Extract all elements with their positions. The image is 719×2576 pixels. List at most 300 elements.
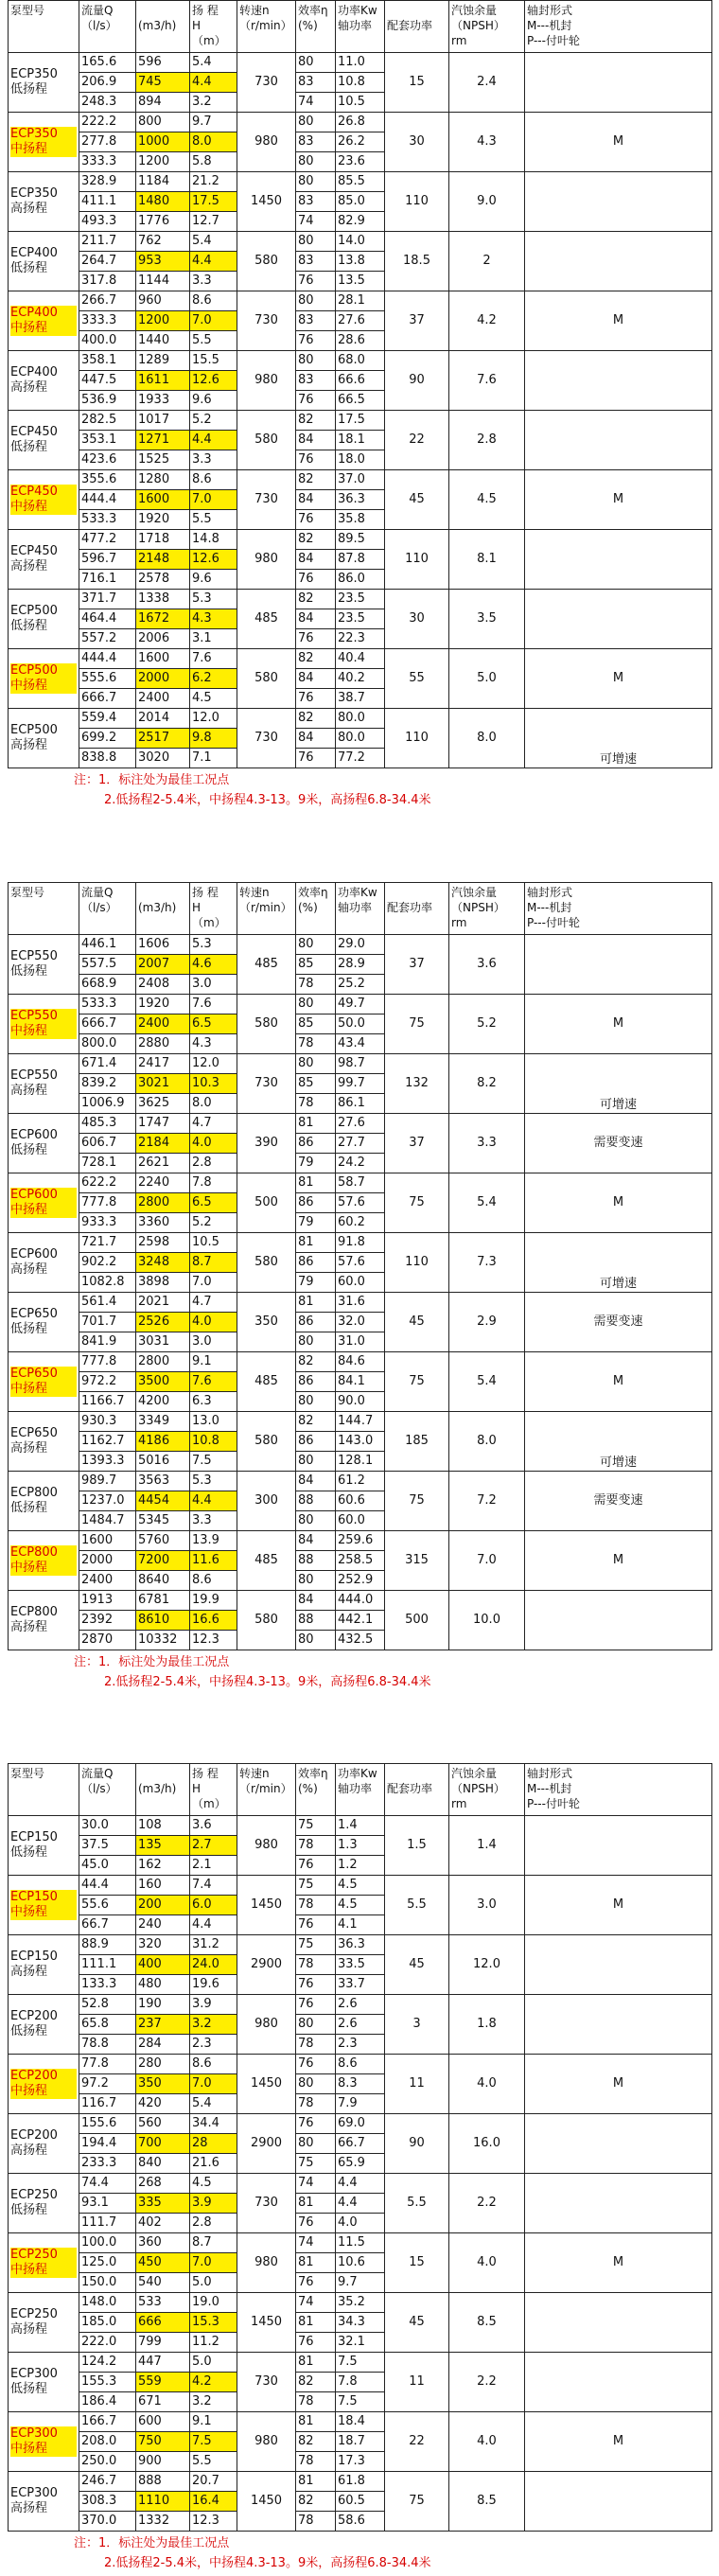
header-seal [525,883,712,935]
model-name: ECP500 [10,663,77,679]
npsh-cell: 2.9 [449,1293,525,1352]
efficiency-cell: 86 [296,1193,336,1213]
head-cell: 5.2 [190,1213,237,1233]
npsh-cell: 3.0 [449,1876,525,1935]
seal-cell: M [525,995,712,1054]
head-cell: 14.8 [190,530,237,550]
head-cell: 4.5 [190,689,237,709]
efficiency-cell: 76 [296,2214,336,2233]
motor-power-cell: 132 [385,1054,449,1114]
model-name: 低扬程 [10,1845,48,1860]
flow-ls-cell: 800.0 [79,1034,136,1054]
flow-ls-cell: 1484.7 [79,1511,136,1531]
model-cell [9,2114,79,2174]
efficiency-cell: 81 [296,2313,336,2333]
shaft-power-cell: 60.6 [336,1491,385,1511]
efficiency-cell: 84 [296,1531,336,1551]
shaft-power-cell: 4.1 [336,1915,385,1935]
npsh-cell: 2.2 [449,2353,525,2412]
flow-m3h-cell: 799 [136,2333,190,2353]
efficiency-cell: 82 [296,1352,336,1372]
flow-m3h-cell: 745 [136,73,190,93]
efficiency-cell: 78 [296,2392,336,2412]
shaft-power-cell: 252.9 [336,1571,385,1591]
motor-power-cell: 110 [385,1233,449,1293]
efficiency-cell: 86 [296,1432,336,1452]
efficiency-cell: 76 [296,272,336,291]
model-name: 低扬程 [10,2382,48,2396]
model-name: ECP350 [10,186,58,201]
shaft-power-cell: 38.7 [336,689,385,709]
head-cell: 8.6 [190,470,237,490]
npsh-cell: 8.2 [449,1054,525,1114]
header-head-unit: （m） [192,916,226,929]
shaft-power-cell: 66.5 [336,391,385,411]
flow-m3h-cell: 2880 [136,1034,190,1054]
model-cell [9,470,79,530]
head-cell: 12.6 [190,371,237,391]
header-head [190,1,237,53]
speed-cell: 485 [237,590,296,649]
speed-cell: 980 [237,530,296,590]
shaft-power-cell: 27.7 [336,1134,385,1154]
shaft-power-cell: 7.9 [336,2094,385,2114]
shaft-power-cell: 17.3 [336,2452,385,2472]
head-cell: 12.3 [190,2512,237,2532]
flow-ls-cell: 52.8 [79,1995,136,2015]
shaft-power-cell: 50.0 [336,1015,385,1034]
flow-ls-cell: 266.7 [79,291,136,311]
npsh-cell: 4.2 [449,291,525,351]
head-cell: 7.0 [190,490,237,510]
head-cell: 4.0 [190,1134,237,1154]
model-cell [9,709,79,768]
seal-cell: M [525,470,712,530]
header-flow-m3h [136,1764,190,1816]
head-cell: 10.8 [190,1432,237,1452]
shaft-power-cell: 4.0 [336,2214,385,2233]
seal-cell [525,1995,712,2055]
flow-m3h-cell: 1200 [136,152,190,172]
table-row [9,935,712,955]
head-cell: 12.0 [190,709,237,729]
model-cell [9,2353,79,2412]
head-cell: 5.3 [190,590,237,609]
model-name: 高扬程 [10,2322,48,2337]
efficiency-cell: 83 [296,371,336,391]
header-head-label: 扬 程 [192,4,219,17]
shaft-power-cell: 61.2 [336,1472,385,1491]
flow-ls-cell: 557.2 [79,629,136,649]
head-cell: 3.3 [190,1511,237,1531]
header-flow-m3h [136,1,190,53]
model-name: ECP800 [10,1486,58,1500]
head-cell: 5.3 [190,935,237,955]
flow-m3h-cell: 4200 [136,1392,190,1412]
efficiency-cell: 83 [296,73,336,93]
flow-m3h-cell: 1280 [136,470,190,490]
flow-ls-cell: 561.4 [79,1293,136,1313]
flow-m3h-cell: 237 [136,2015,190,2035]
motor-power-cell: 90 [385,351,449,411]
head-cell: 4.5 [190,2174,237,2194]
flow-m3h-cell: 2598 [136,1233,190,1253]
shaft-power-cell: 89.5 [336,530,385,550]
flow-ls-cell: 777.8 [79,1352,136,1372]
header-shaft-power [336,1764,385,1816]
efficiency-cell: 79 [296,1154,336,1173]
seal-cell: 可增速 [525,1054,712,1114]
flow-m3h-cell: 2408 [136,975,190,995]
table-row [9,1935,712,1955]
flow-m3h-cell: 8640 [136,1571,190,1591]
flow-m3h-cell: 2148 [136,550,190,570]
efficiency-cell: 76 [296,1975,336,1995]
flow-ls-cell: 45.0 [79,1856,136,1876]
head-cell: 5.4 [190,53,237,73]
shaft-power-cell: 37.0 [336,470,385,490]
efficiency-cell: 85 [296,1015,336,1034]
efficiency-cell: 78 [296,1094,336,1114]
shaft-power-cell: 58.6 [336,2512,385,2532]
flow-m3h-cell: 2240 [136,1173,190,1193]
model-name: 低扬程 [10,1322,48,1336]
table-row [9,1352,712,1372]
shaft-power-cell: 77.2 [336,749,385,768]
seal-cell: M [525,1876,712,1935]
header-speed-unit: （r/min） [239,901,292,914]
model-name: ECP600 [10,1188,77,1203]
flow-m3h-cell: 268 [136,2174,190,2194]
efficiency-cell: 88 [296,1491,336,1511]
speed-cell: 1450 [237,2293,296,2353]
header-speed-unit: （r/min） [239,19,292,32]
header-flow-m3h-unit: (m3/h) [138,1782,177,1795]
shaft-power-cell: 432.5 [336,1631,385,1650]
efficiency-cell: 82 [296,1412,336,1432]
shaft-power-cell: 8.3 [336,2074,385,2094]
head-cell: 15.3 [190,2313,237,2333]
header-motor-power-label: 配套功率 [387,1782,433,1795]
flow-ls-cell: 77.8 [79,2055,136,2074]
header-flow-label: 流量Q [81,886,114,899]
flow-m3h-cell: 360 [136,2233,190,2253]
shaft-power-cell: 18.0 [336,450,385,470]
efficiency-cell: 75 [296,1876,336,1896]
flow-ls-cell: 1082.8 [79,1273,136,1293]
model-name: 高扬程 [10,1262,48,1277]
model-name: 中扬程 [10,142,77,157]
efficiency-cell: 75 [296,1935,336,1955]
shaft-power-cell: 43.4 [336,1034,385,1054]
flow-ls-cell: 839.2 [79,1074,136,1094]
efficiency-cell: 79 [296,1213,336,1233]
head-cell: 5.0 [190,2273,237,2293]
model-name: ECP650 [10,1367,77,1382]
head-cell: 13.9 [190,1531,237,1551]
seal-cell: M [525,291,712,351]
speed-cell: 730 [237,291,296,351]
header-row [9,883,712,935]
flow-m3h-cell: 162 [136,1856,190,1876]
shaft-power-cell: 7.5 [336,2353,385,2373]
flow-m3h-cell: 4186 [136,1432,190,1452]
efficiency-cell: 78 [296,975,336,995]
shaft-power-cell: 86.1 [336,1094,385,1114]
shaft-power-cell: 258.5 [336,1551,385,1571]
efficiency-cell: 80 [296,291,336,311]
head-cell: 9.1 [190,2412,237,2432]
table-row [9,1816,712,1836]
shaft-power-cell: 8.6 [336,2055,385,2074]
motor-power-cell: 75 [385,1472,449,1531]
flow-m3h-cell: 284 [136,2035,190,2055]
flow-ls-cell: 166.7 [79,2412,136,2432]
efficiency-cell: 75 [296,2154,336,2174]
table-row [9,649,712,669]
pump-spec-table [8,0,712,768]
shaft-power-cell: 28.6 [336,331,385,351]
model-name: ECP300 [10,2486,58,2500]
head-cell: 4.7 [190,1114,237,1134]
head-cell: 5.5 [190,510,237,530]
shaft-power-cell: 2.6 [336,1995,385,2015]
head-cell: 4.4 [190,73,237,93]
flow-ls-cell: 1006.9 [79,1094,136,1114]
flow-ls-cell: 446.1 [79,935,136,955]
model-cell [9,1173,79,1233]
flow-ls-cell: 93.1 [79,2194,136,2214]
shaft-power-cell: 57.6 [336,1193,385,1213]
flow-ls-cell: 2870 [79,1631,136,1650]
npsh-cell: 4.5 [449,470,525,530]
model-cell [9,1816,79,1876]
flow-m3h-cell: 888 [136,2472,190,2492]
flow-ls-cell: 148.0 [79,2293,136,2313]
efficiency-cell: 76 [296,749,336,768]
header-motor-power [385,1,449,53]
model-name: 低扬程 [10,440,48,454]
header-npsh-unit: rm [451,1797,467,1810]
npsh-cell: 2.4 [449,53,525,113]
flow-m3h-cell: 1289 [136,351,190,371]
head-cell: 3.0 [190,1332,237,1352]
flow-m3h-cell: 533 [136,2293,190,2313]
seal-cell [525,411,712,470]
header-eff-label: 效率η [298,1767,328,1780]
motor-power-cell: 37 [385,1114,449,1173]
model-cell [9,2233,79,2293]
header-motor-power [385,883,449,935]
speed-cell: 980 [237,2412,296,2472]
flow-ls-cell: 55.6 [79,1896,136,1915]
header-eff [296,883,336,935]
head-cell: 3.0 [190,975,237,995]
head-cell: 8.7 [190,2233,237,2253]
efficiency-cell: 80 [296,2015,336,2035]
motor-power-cell: 185 [385,1412,449,1472]
table-row [9,2174,712,2194]
motor-power-cell: 45 [385,470,449,530]
head-cell: 4.3 [190,609,237,629]
flow-ls-cell: 248.3 [79,93,136,113]
seal-cell [525,2293,712,2353]
flow-ls-cell: 74.4 [79,2174,136,2194]
flow-m3h-cell: 750 [136,2432,190,2452]
header-seal-p: P---付叶轮 [527,1797,580,1810]
flow-ls-cell: 206.9 [79,73,136,93]
header-flow-ls [79,1,136,53]
header-flow-ls-unit: （l/s） [81,19,117,32]
flow-m3h-cell: 1338 [136,590,190,609]
efficiency-cell: 84 [296,550,336,570]
table-row [9,291,712,311]
header-motor-power-label: 配套功率 [387,19,433,32]
header-speed [237,1,296,53]
flow-ls-cell: 194.4 [79,2134,136,2154]
efficiency-cell: 88 [296,1611,336,1631]
shaft-power-cell: 60.5 [336,2492,385,2512]
seal-cell: M [525,113,712,172]
flow-m3h-cell: 666 [136,2313,190,2333]
model-cell [9,1531,79,1591]
efficiency-cell: 88 [296,1551,336,1571]
flow-ls-cell: 902.2 [79,1253,136,1273]
model-name: 高扬程 [10,738,48,752]
efficiency-cell: 82 [296,2373,336,2392]
model-name: ECP300 [10,2426,77,2442]
model-cell [9,291,79,351]
flow-ls-cell: 596.7 [79,550,136,570]
flow-m3h-cell: 596 [136,53,190,73]
efficiency-cell: 84 [296,431,336,450]
shaft-power-cell: 31.0 [336,1332,385,1352]
header-seal-label: 轴封形式 [527,4,573,17]
shaft-power-cell: 4.5 [336,1896,385,1915]
head-cell: 4.4 [190,431,237,450]
seal-cell: M [525,2055,712,2114]
flow-ls-cell: 88.9 [79,1935,136,1955]
model-name: 高扬程 [10,2501,48,2515]
model-name: ECP500 [10,604,58,618]
npsh-cell: 2.2 [449,2174,525,2233]
npsh-cell: 2 [449,232,525,291]
shaft-power-cell: 26.8 [336,113,385,132]
speed-cell: 580 [237,995,296,1054]
efficiency-cell: 81 [296,2353,336,2373]
shaft-power-cell: 35.2 [336,2293,385,2313]
flow-m3h-cell: 240 [136,1915,190,1935]
model-name: 低扬程 [10,261,48,275]
model-cell [9,1293,79,1352]
flow-m3h-cell: 559 [136,2373,190,2392]
head-cell: 9.6 [190,391,237,411]
table-note [8,770,711,810]
head-cell: 3.2 [190,93,237,113]
flow-m3h-cell: 1600 [136,490,190,510]
head-cell: 6.0 [190,1896,237,1915]
shaft-power-cell: 26.2 [336,132,385,152]
note-line-1: 注：1．标注处为最佳工况点 [74,1655,230,1669]
motor-power-cell: 45 [385,2293,449,2353]
shaft-power-cell: 1.3 [336,1836,385,1856]
flow-ls-cell: 264.7 [79,252,136,272]
speed-cell: 980 [237,351,296,411]
motor-power-cell: 30 [385,113,449,172]
shaft-power-cell: 65.9 [336,2154,385,2174]
seal-cell [525,935,712,995]
flow-ls-cell: 222.2 [79,113,136,132]
flow-ls-cell: 728.1 [79,1154,136,1173]
efficiency-cell: 80 [296,113,336,132]
npsh-cell: 1.4 [449,1816,525,1876]
shaft-power-cell: 32.0 [336,1313,385,1332]
shaft-power-cell: 13.5 [336,272,385,291]
header-eff-label: 效率η [298,886,328,899]
flow-ls-cell: 423.6 [79,450,136,470]
shaft-power-cell: 128.1 [336,1452,385,1472]
model-name: ECP550 [10,949,58,963]
motor-power-cell: 110 [385,530,449,590]
npsh-cell: 5.4 [449,1173,525,1233]
motor-power-cell: 22 [385,2412,449,2472]
flow-m3h-cell: 1000 [136,132,190,152]
header-flow-label: 流量Q [81,1767,114,1780]
motor-power-cell: 110 [385,709,449,768]
motor-power-cell: 45 [385,1293,449,1352]
seal-cell: 需要变速 [525,1472,712,1531]
note-line-1: 注：1．标注处为最佳工况点 [74,773,230,787]
flow-m3h-cell: 3031 [136,1332,190,1352]
pump-spec-table [8,1763,712,2532]
head-cell: 12.3 [190,1631,237,1650]
speed-cell: 730 [237,53,296,113]
flow-ls-cell: 989.7 [79,1472,136,1491]
model-cell [9,1876,79,1935]
shaft-power-cell: 29.0 [336,935,385,955]
npsh-cell: 10.0 [449,1591,525,1650]
efficiency-cell: 80 [296,935,336,955]
shaft-power-cell: 60.0 [336,1511,385,1531]
flow-m3h-cell: 480 [136,1975,190,1995]
model-cell [9,53,79,113]
flow-ls-cell: 444.4 [79,649,136,669]
flow-m3h-cell: 1184 [136,172,190,192]
flow-ls-cell: 1237.0 [79,1491,136,1511]
header-shaft-power-label: 轴功率 [338,19,373,32]
flow-m3h-cell: 3500 [136,1372,190,1392]
efficiency-cell: 82 [296,2492,336,2512]
efficiency-cell: 84 [296,490,336,510]
header-model-label: 泵型号 [10,1767,45,1780]
model-name: 中扬程 [10,2084,77,2099]
head-cell: 8.6 [190,2055,237,2074]
efficiency-cell: 84 [296,729,336,749]
seal-cell [525,590,712,649]
header-npsh-label: 汽蚀余量 [451,4,498,17]
flow-ls-cell: 721.7 [79,1233,136,1253]
flow-m3h-cell: 108 [136,1816,190,1836]
efficiency-cell: 82 [296,470,336,490]
model-cell [9,2293,79,2353]
spacer [138,885,187,900]
flow-ls-cell: 317.8 [79,272,136,291]
seal-cell [525,1816,712,1876]
seal-cell: M [525,2412,712,2472]
header-head-label: 扬 程 [192,1767,219,1780]
efficiency-cell: 80 [296,1571,336,1591]
model-name: ECP500 [10,723,58,737]
